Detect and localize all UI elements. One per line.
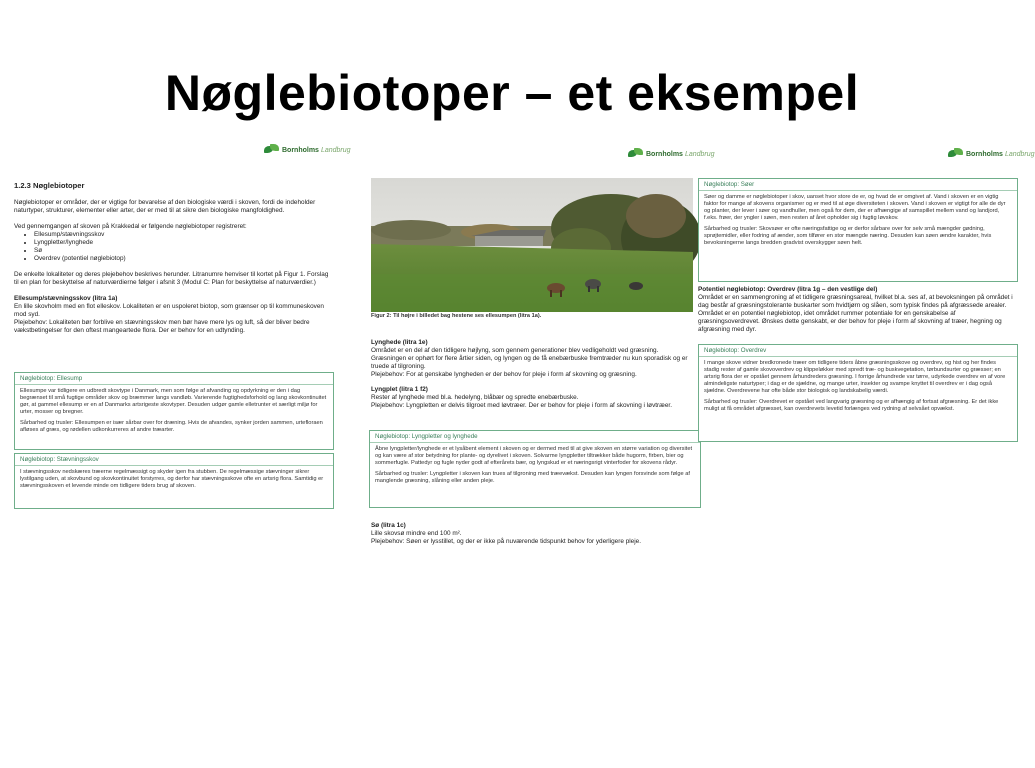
leaf-logo-icon bbox=[264, 144, 280, 156]
landscape-photo-image bbox=[371, 178, 693, 312]
lyngplet-title: Lyngplet (litra 1 f2) bbox=[371, 386, 428, 393]
logo-name: Bornholms bbox=[966, 150, 1003, 158]
lyngplet-care: Plejebehov: Lyngpletten er delvis tilgroet med løvtræer. Der er behov for pleje i form af skovning i løvtræer. bbox=[371, 402, 672, 409]
list-item: • Overdrev (potentiel nøglebiotop) bbox=[34, 255, 334, 263]
list-item: • Ellesump/stævningsskov bbox=[34, 231, 334, 239]
logo-right bbox=[948, 148, 1035, 160]
landscape-photo bbox=[371, 178, 693, 312]
box-paragraph: Sårbarhed og trusler: Skovsøer er ofte næringsfattige og er derfor sårbare over for selv små mængder gødning, sprøjtemidler, eller fodring af ænder, som tilfører en stor mængde næring. Desuden kan søen ændre karakter, hvis bevoksningerne langs bredden gradvist overskygger søen helt. bbox=[704, 226, 992, 246]
intro-paragraph: Nøglebiotoper er områder, der er vigtige for bevarelse af den biologiske værdi i skoven, fordi de indeholder naturtyper, strukturer, elementer eller arter, der er med til at sikre den biologiske mangfoldighed. bbox=[14, 199, 316, 214]
so-care: Plejebehov: Søen er lysstillet, og der er ikke på nuværende tidspunkt behov for yderligere pleje. bbox=[371, 538, 641, 545]
box-paragraph: Ellesumpe var tidligere en udbredt skovtype i Danmark, men som følge af afvanding og opdyrkning er den i dag begrænset til små fugtige områder skov og bræmmer langs vandløb. Varierende fugtighedsforhold og lang skovkontinuitet gør, at gammel ellesump er en af Danmarks artsrigeste skovtyper. Desuden udgør gamle elletrunter et særligt miljø for urter, mosser og bregner. bbox=[20, 388, 327, 415]
leaf-logo-icon bbox=[628, 148, 644, 160]
slide-title: Nøglebiotoper – et eksempel bbox=[164, 65, 860, 121]
middle-text bbox=[371, 339, 695, 410]
logo-suffix: Landbrug bbox=[320, 146, 351, 154]
box-title: Nøglebiotop: Ellesump bbox=[15, 373, 333, 385]
ellesump-care: Plejebehov: Lokaliteten bør forblive en stævningsskov men bør have mere lys og luft, så der bliver bedre vækstbetingelser for den oftest mangeartede flora. Der er behov for en udtynding. bbox=[14, 319, 310, 334]
box-paragraph: Sårbarhed og trusler: Overdrevet er opstået ved langvarig græsning og er afhængig af fortsat afgræsning. Er det ikke muligt at få området afgræsset, kan overdrevets levetid forlænges ved rydning af selvsået opvækst. bbox=[704, 399, 999, 412]
so-title: Sø (litra 1c) bbox=[371, 522, 406, 529]
box-title: Nøglebiotop: Stævningsskov bbox=[15, 454, 333, 466]
list-item: • Lyngpletter/lynghede bbox=[34, 239, 334, 247]
lynghede-care: Plejebehov: For at genskabe lyngheden er der behov for pleje i form af skovning og græsning. bbox=[371, 371, 637, 378]
lyngplet-text: Rester af lynghede med bl.a. hedelyng, blåbær og spredte enebærbuske. bbox=[371, 394, 579, 401]
info-box-staevningsskov bbox=[14, 453, 334, 509]
box-title: Nøglebiotop: Lyngpletter og lynghede bbox=[370, 431, 700, 443]
box-paragraph: Sårbarhed og trusler: Ellesumpen er især sårbar over for dræning. Hvis de afvandes, synker jorden sammen, urtefloraen afløses af græs, og rødellen udkonkurreres af andre træarter. bbox=[20, 420, 323, 433]
logo-suffix: Landbrug bbox=[684, 150, 715, 158]
logo-left bbox=[264, 144, 351, 156]
description-paragraph: De enkelte lokaliteter og deres plejebehov beskrives herunder. Litranumre henviser til kortet på Figur 1. Forslag til en plan for beskyttelse af naturværdierne følger i afsnit 3 (Modul C: Plan for beskyttelse af naturværdier.) bbox=[14, 271, 329, 286]
list-item: • Sø bbox=[34, 247, 334, 255]
logo-name: Bornholms bbox=[282, 146, 319, 154]
info-box-overdrev bbox=[698, 344, 1018, 442]
logo-suffix: Landbrug bbox=[1004, 150, 1035, 158]
leaf-logo-icon bbox=[948, 148, 964, 160]
box-paragraph: I stævningsskov nedskæres træerne regelmæssigt og skyder igen fra stubben. De regelmæssige stævninger sikrer lystilgang uden, at skovbund og skovkontinuitet forstyrres, og derfor har stævningsskove ofte en artsrig flora. Samtidig er stævningsskoven et levende minde om tidligere tiders brug af skoven. bbox=[20, 469, 324, 489]
logo-name: Bornholms bbox=[646, 150, 683, 158]
so-text-block bbox=[371, 522, 695, 546]
lynghede-title: Lynghede (litra 1e) bbox=[371, 339, 428, 346]
overdrev-title: Potentiel nøglebiotop: Overdrev (litra 1g – den vestlige del) bbox=[698, 286, 878, 293]
box-title: Nøglebiotop: Søer bbox=[699, 179, 1017, 191]
box-paragraph: I mange skove vidner bredkronede træer om tidligere tiders åbne græsningsskove og overdrev, og hist og her findes stadig rester af gamle skovoverdrev og klippeløkker med spredt træ- og buskvegetation, tørbundsurter og græsser; en artsrig flora der er opstået gennem århundreders græsning. I forrige århundrede var tørre, udyrkede overdrev en af vore almindeligste naturtyper; i dag er de sjældne, og mange urter, insekter og svampe knyttet til overdrev er i dag også sjældne. Overdrevene har ofte både stor biologisk og landskabelig værdi. bbox=[704, 360, 1006, 394]
info-box-soeer bbox=[698, 178, 1018, 282]
box-title: Nøglebiotop: Overdrev bbox=[699, 345, 1017, 357]
so-text: Lille skovsø mindre end 100 m². bbox=[371, 530, 462, 537]
box-paragraph: Åbne lyngpletter/lynghede er et lysåbent element i skoven og er dermed med til at give skoven en større variation og diversitet og kan være af stor betydning for plante- og dyrelivet i skoven. Solvarme lyngpletter tiltrækker både hugorm, firben, bier og sommerfugle. Pattedyr og fugle nyder godt af efterårets bær, og lyngskud er et næringsrigt vinterfoder for skovens rådyr. bbox=[375, 446, 693, 466]
lynghede-text: Området er en del af den tidligere højlyng, som gennem generationer blev vedligeholdt ved græsning. Græsningen er ophørt for flere årtier siden, og lyngen og de få enebærbuske fremtræder nu kun sporadisk og er truede af tilgroning. bbox=[371, 347, 688, 370]
overdrev-text: Området er en sammengroning af et tidligere græsningsareal, hvilket bl.a. ses af, at bevoksningen på området i dag består af græsningstolerante buskarter som hvidtjørn og slåen, som typisk findes på afgræssede arealer. Området er en potentiel nøglebiotop, idet området rummer potentiale for en genskabelse af græsningsoverdrevet. Ønskes dette genskabt, er der behov for pleje i form af skovning af træer, hegning og afgræsning med dyr. bbox=[698, 294, 1013, 333]
box-paragraph: Sårbarhed og trusler: Lyngpletter i skoven kan trues af tilgroning med træevækst. Desuden kan lyngen forsvinde som følge af manglende græsning, slåning eller anden pleje. bbox=[375, 471, 690, 484]
info-box-ellesump bbox=[14, 372, 334, 450]
left-text bbox=[14, 182, 334, 335]
biotope-list bbox=[14, 231, 334, 263]
overdrev-text-block bbox=[698, 286, 1018, 334]
ellesump-title: Ellesump/stævningsskov (litra 1a) bbox=[14, 295, 118, 302]
figure-caption: Figur 2: Til højre i billedet bag hestene ses ellesumpen (litra 1a). bbox=[371, 313, 542, 319]
list-intro: Ved gennemgangen af skoven på Krakkedal er følgende nøglebiotoper registreret: bbox=[14, 223, 247, 230]
logo-middle bbox=[628, 148, 715, 160]
ellesump-text: En lille skovholm med en flot elleskov. Lokaliteten er en uspoleret biotop, som grænser op til kommuneskoven mod syd. bbox=[14, 303, 324, 318]
info-box-lyngpletter bbox=[369, 430, 701, 508]
section-heading: 1.2.3 Nøglebiotoper bbox=[14, 181, 85, 190]
box-paragraph: Søer og damme er nøglebiotoper i skov, uanset hvor store de er, og hvad de er omgivet af. Vand i skoven er en vigtig faktor for mange af skovens organismer og er med til at øge diversiteten i skoven. Vand i skoven er vigtigt for alle de dyr og planter, der lever i søer og vandhuller, men også for dem, der er afhængige af samspillet mellem vand og landjord, f.eks. frøer, der yngler i søen, men resten af året opholder sig i fugtig løvskov. bbox=[704, 194, 1006, 221]
